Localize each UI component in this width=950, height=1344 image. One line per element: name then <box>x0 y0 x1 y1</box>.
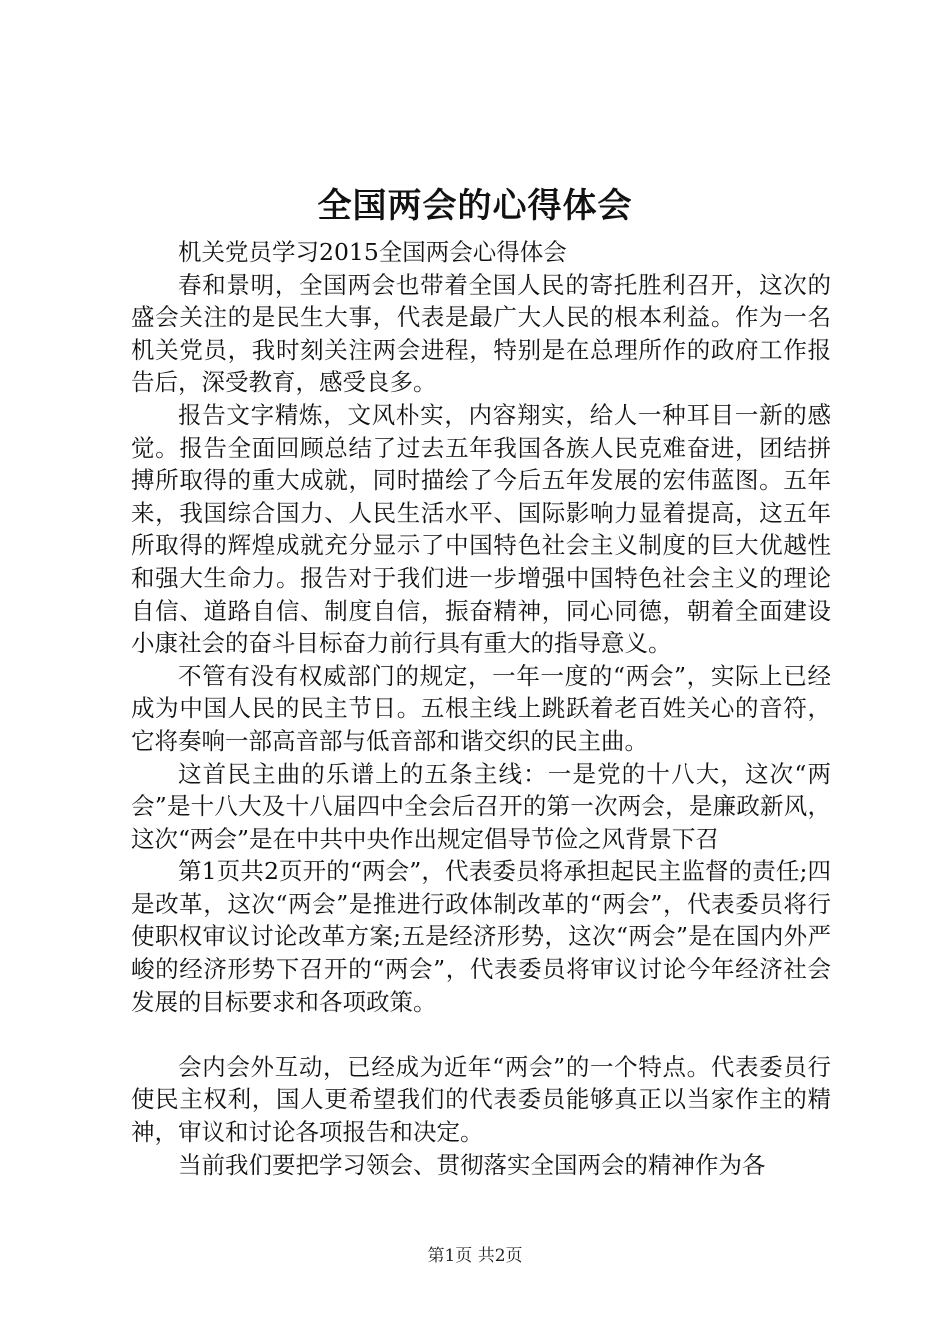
document-subtitle: 机关党员学习2015全国两会心得体会 <box>178 238 567 266</box>
paragraph-spacer <box>131 1018 831 1051</box>
paragraph-3: 不管有没有权威部门的规定，一年一度的“两会”，实际上已经成为中国人民的民主节日。五根主线上跳跃着老百姓关心的音符，它将奏响一部高音部与低音部和谐交织的民主曲。 <box>131 661 831 755</box>
paragraph-4: 这首民主曲的乐谱上的五条主线：一是党的十八大，这次“两会”是十八大及十八届四中全会后召开的第一次两会，是廉政新风，这次“两会”是在中共中央作出规定倡导节俭之风背景下召 <box>131 759 831 853</box>
document-title: 全国两会的心得体会 <box>317 186 633 226</box>
paragraph-6: 会内会外互动，已经成为近年“两会”的一个特点。代表委员行使民主权利，国人更希望我们的代表委员能够真正以当家作主的精神，审议和讨论各项报告和决定。 <box>131 1052 831 1147</box>
paragraph-2: 报告文字精炼，文风朴实，内容翔实，给人一种耳目一新的感觉。报告全面回顾总结了过去五年我国各族人民克难奋进，团结拼搏所取得的重大成就，同时描绘了今后五年发展的宏伟蓝图。五年来，我国综合国力、人民生活水平、国际影响力显着提高，这五年所取得的辉煌成就充分显示了中国特色社会主义制度的巨大优越性和强大生命力。报告对于我们进一步增强中国特色社会主义的理论自信、道路自信、制度自信，振奋精神，同心同德，朝着全面建设小康社会的奋斗目标奋力前行具有重大的指导意义。 <box>131 400 831 658</box>
page-footer: 第1页 共2页 <box>427 1246 523 1266</box>
paragraph-5: 第1页共2页开的“两会”，代表委员将承担起民主监督的责任;四是改革，这次“两会”是推进行政体制改革的“两会”，代表委员将行使职权审议讨论改革方案;五是经济形势，这次“两会”是在国内外严峻的经济形势下召开的“两会”，代表委员将审议讨论今年经济社会发展的目标要求和各项政策。 <box>131 857 831 1016</box>
paragraph-1: 春和景明，全国两会也带着全国人民的寄托胜利召开，这次的盛会关注的是民生大事，代表是最广大人民的根本利益。作为一名机关党员，我时刻关注两会进程，特别是在总理所作的政府工作报告后，深受教育，感受良多。 <box>131 270 831 397</box>
paragraph-7: 当前我们要把学习领会、贯彻落实全国两会的精神作为各 <box>178 1150 766 1179</box>
document-body <box>131 236 831 1181</box>
